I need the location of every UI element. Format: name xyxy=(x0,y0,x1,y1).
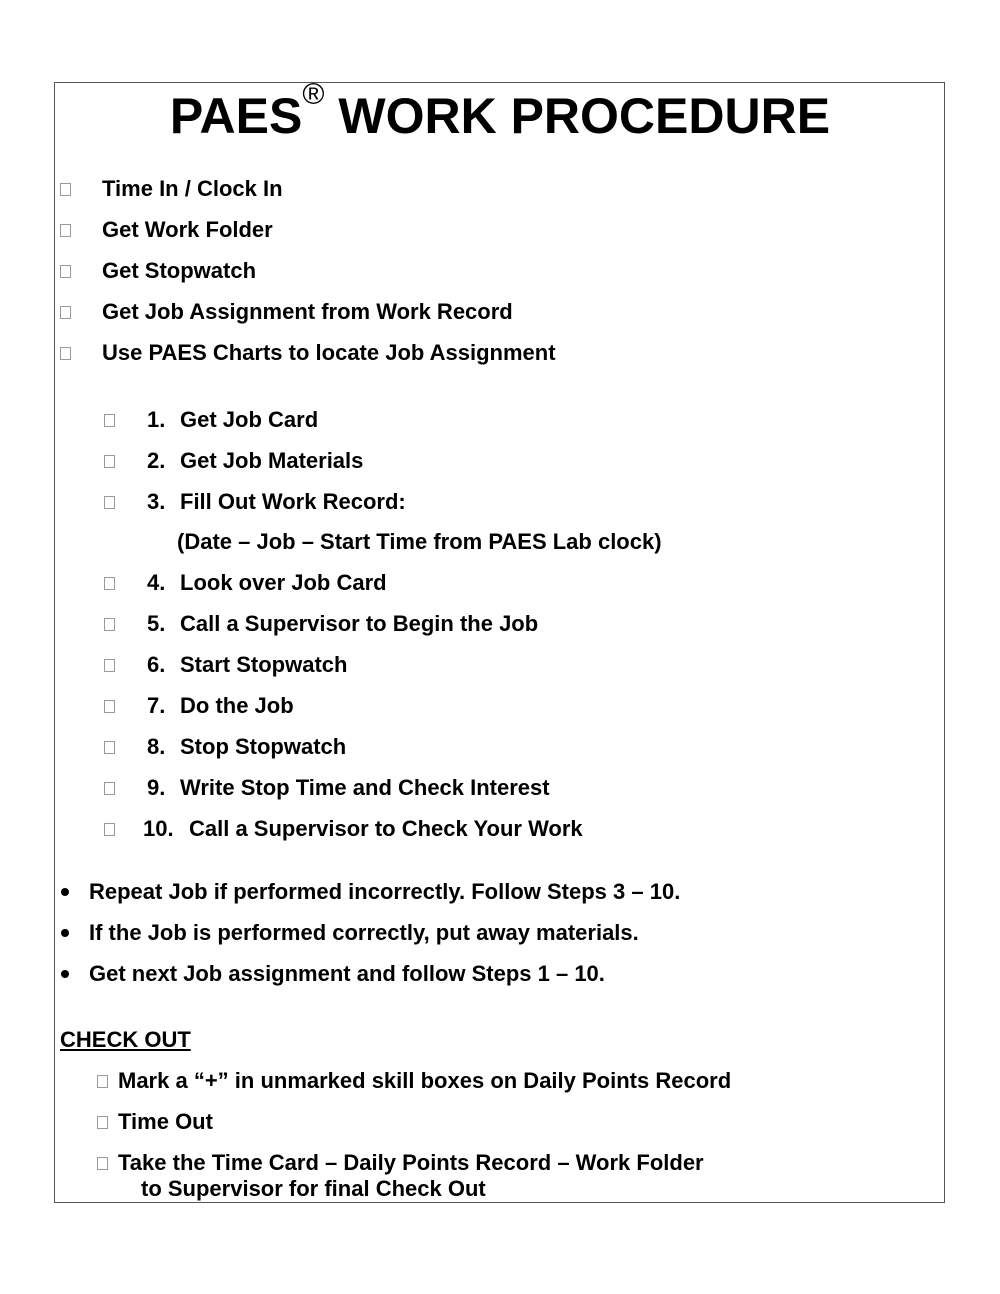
bullet-dot xyxy=(61,888,69,896)
step-2-label: Get Job Materials xyxy=(180,448,364,473)
step-1-label: Get Job Card xyxy=(180,407,319,432)
step-10-number: 10. xyxy=(143,816,174,841)
checkout-take-time-card: Take the Time Card – Daily Points Record – Work Folder xyxy=(118,1150,704,1175)
note-repeat-job: Repeat Job if performed incorrectly. Follow Steps 3 – 10. xyxy=(89,879,681,904)
step-8-label: Stop Stopwatch xyxy=(180,734,347,759)
checkout-time-out: Time Out xyxy=(118,1109,213,1134)
checkbox-step-1[interactable] xyxy=(104,414,115,427)
checkbox-step-2[interactable] xyxy=(104,455,115,468)
checkout-take-time-card-continued: to Supervisor for final Check Out xyxy=(141,1176,486,1201)
step-7-number: 7. xyxy=(147,693,166,718)
checkbox-stopwatch[interactable] xyxy=(60,265,71,278)
step-1-number: 1. xyxy=(147,407,166,432)
checkbox-step-8[interactable] xyxy=(104,741,115,754)
step-5-number: 5. xyxy=(147,611,166,636)
item-paes-charts: Use PAES Charts to locate Job Assignment xyxy=(102,340,556,365)
checkbox-paes-charts[interactable] xyxy=(60,347,71,360)
step-10-label: Call a Supervisor to Check Your Work xyxy=(189,816,583,841)
step-4-label: Look over Job Card xyxy=(180,570,387,595)
note-put-away: If the Job is performed correctly, put away materials. xyxy=(89,920,639,945)
bullet-dot xyxy=(61,929,69,937)
item-stopwatch: Get Stopwatch xyxy=(102,258,257,283)
step-9-number: 9. xyxy=(147,775,166,800)
step-6-label: Start Stopwatch xyxy=(180,652,348,677)
bullet-dot xyxy=(61,970,69,978)
checkbox-mark-plus[interactable] xyxy=(97,1075,108,1088)
checkbox-step-4[interactable] xyxy=(104,577,115,590)
item-job-assignment: Get Job Assignment from Work Record xyxy=(102,299,513,324)
checkbox-step-7[interactable] xyxy=(104,700,115,713)
item-time-in: Time In / Clock In xyxy=(102,176,283,201)
title-work-procedure: WORK PROCEDURE xyxy=(338,88,831,144)
checkbox-work-folder[interactable] xyxy=(60,224,71,237)
checkbox-step-6[interactable] xyxy=(104,659,115,672)
note-next-job: Get next Job assignment and follow Steps 1 – 10. xyxy=(89,961,605,986)
checkbox-time-in[interactable] xyxy=(60,183,71,196)
step-4-number: 4. xyxy=(147,570,166,595)
step-3-label: Fill Out Work Record: xyxy=(180,489,406,514)
step-8-number: 8. xyxy=(147,734,166,759)
checkbox-time-out[interactable] xyxy=(97,1116,108,1129)
item-work-folder: Get Work Folder xyxy=(102,217,273,242)
checkbox-step-9[interactable] xyxy=(104,782,115,795)
title-paes: PAES xyxy=(169,88,303,144)
step-6-number: 6. xyxy=(147,652,166,677)
step-2-number: 2. xyxy=(147,448,166,473)
checkout-mark-plus: Mark a “+” in unmarked skill boxes on Daily Points Record xyxy=(118,1068,732,1093)
step-3-note: (Date – Job – Start Time from PAES Lab clock) xyxy=(177,529,662,554)
checkbox-take-time-card[interactable] xyxy=(97,1157,108,1170)
checkbox-step-10[interactable] xyxy=(104,823,115,836)
step-3-number: 3. xyxy=(147,489,166,514)
step-5-label: Call a Supervisor to Begin the Job xyxy=(180,611,539,636)
step-7-label: Do the Job xyxy=(180,693,294,718)
registered-mark: ® xyxy=(302,78,325,111)
checkbox-step-5[interactable] xyxy=(104,618,115,631)
checkbox-step-3[interactable] xyxy=(104,496,115,509)
page-title xyxy=(0,78,1000,148)
step-9-label: Write Stop Time and Check Interest xyxy=(180,775,550,800)
checkbox-job-assignment[interactable] xyxy=(60,306,71,319)
checkout-heading: CHECK OUT xyxy=(60,1027,191,1052)
